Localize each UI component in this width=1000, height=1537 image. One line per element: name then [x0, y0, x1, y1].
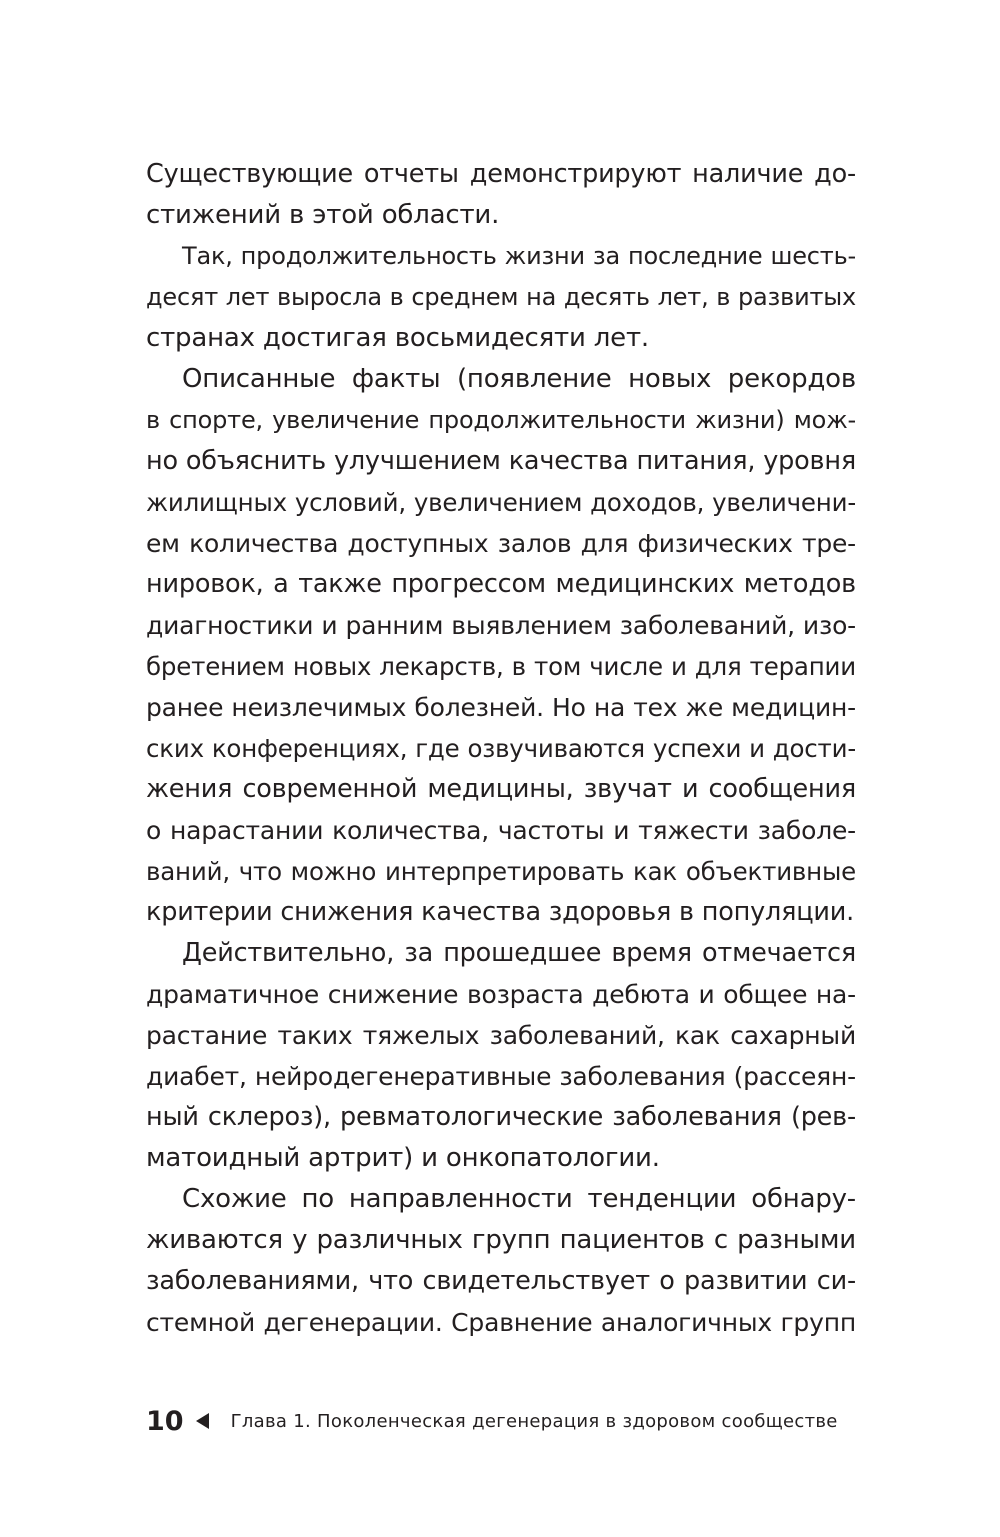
text-line: матоидный артрит) и онкопатологии.: [146, 1143, 660, 1173]
text-line: заболеваниями, что свидетельствует о развитии си-: [146, 1266, 856, 1296]
page-footer: [146, 1400, 838, 1442]
text-line: десят лет выросла в среднем на десять лет, в развитых: [146, 283, 856, 311]
body-text: [146, 154, 856, 1343]
text-line: ваний, что можно интерпретировать как объективные: [146, 857, 856, 886]
text-line: ем количества доступных залов для физических тре-: [146, 529, 856, 558]
text-line: диабет, нейродегенеративные заболевания (рассеян-: [146, 1062, 856, 1091]
text-line: жилищных условий, увеличением доходов, увеличени-: [146, 488, 856, 517]
text-line: о нарастании количества, частоты и тяжести заболе-: [146, 816, 856, 845]
text-line: странах достигая восьмидесяти лет.: [146, 323, 649, 353]
text-line: но объяснить улучшением качества питания, уровня: [146, 446, 856, 476]
left-triangle-icon: [196, 1413, 209, 1429]
text-line: живаются у различных групп пациентов с разными: [146, 1225, 856, 1255]
text-line: Действительно, за прошедшее время отмечается: [182, 938, 856, 968]
text-line: Существующие отчеты демонстрируют наличие до-: [146, 159, 856, 189]
text-line: стижений в этой области.: [146, 200, 500, 230]
text-line: ских конференциях, где озвучиваются успехи и дости-: [146, 734, 856, 763]
text-line: Схожие по направленности тенденции обнару-: [182, 1184, 856, 1214]
running-head: Глава 1. Поколенческая дегенерация в здоровом сообществе: [230, 1410, 838, 1432]
text-line: ранее неизлечимых болезней. Но на тех же медицин-: [146, 693, 856, 722]
text-line: стемной дегенерации. Сравнение аналогичных групп: [146, 1308, 856, 1337]
text-line: растание таких тяжелых заболеваний, как сахарный: [146, 1021, 856, 1050]
text-line: критерии снижения качества здоровья в популяции.: [146, 897, 855, 927]
text-line: драматичное снижение возраста дебюта и общее на-: [146, 980, 856, 1009]
text-line: ный склероз), ревматологические заболевания (рев-: [146, 1102, 856, 1132]
text-line: Так, продолжительность жизни за последние шесть-: [182, 242, 856, 270]
text-line: в спорте, увеличение продолжительности жизни) мож-: [146, 406, 856, 434]
text-line: бретением новых лекарств, в том числе и для терапии: [146, 652, 856, 681]
text-line: диагностики и ранним выявлением заболеваний, изо-: [146, 611, 856, 640]
page-number: 10: [146, 1405, 184, 1437]
text-line: жения современной медицины, звучат и сообщения: [146, 774, 856, 804]
text-line: Описанные факты (появление новых рекордов: [182, 364, 856, 394]
text-line: нировок, а также прогрессом медицинских методов: [146, 569, 856, 599]
